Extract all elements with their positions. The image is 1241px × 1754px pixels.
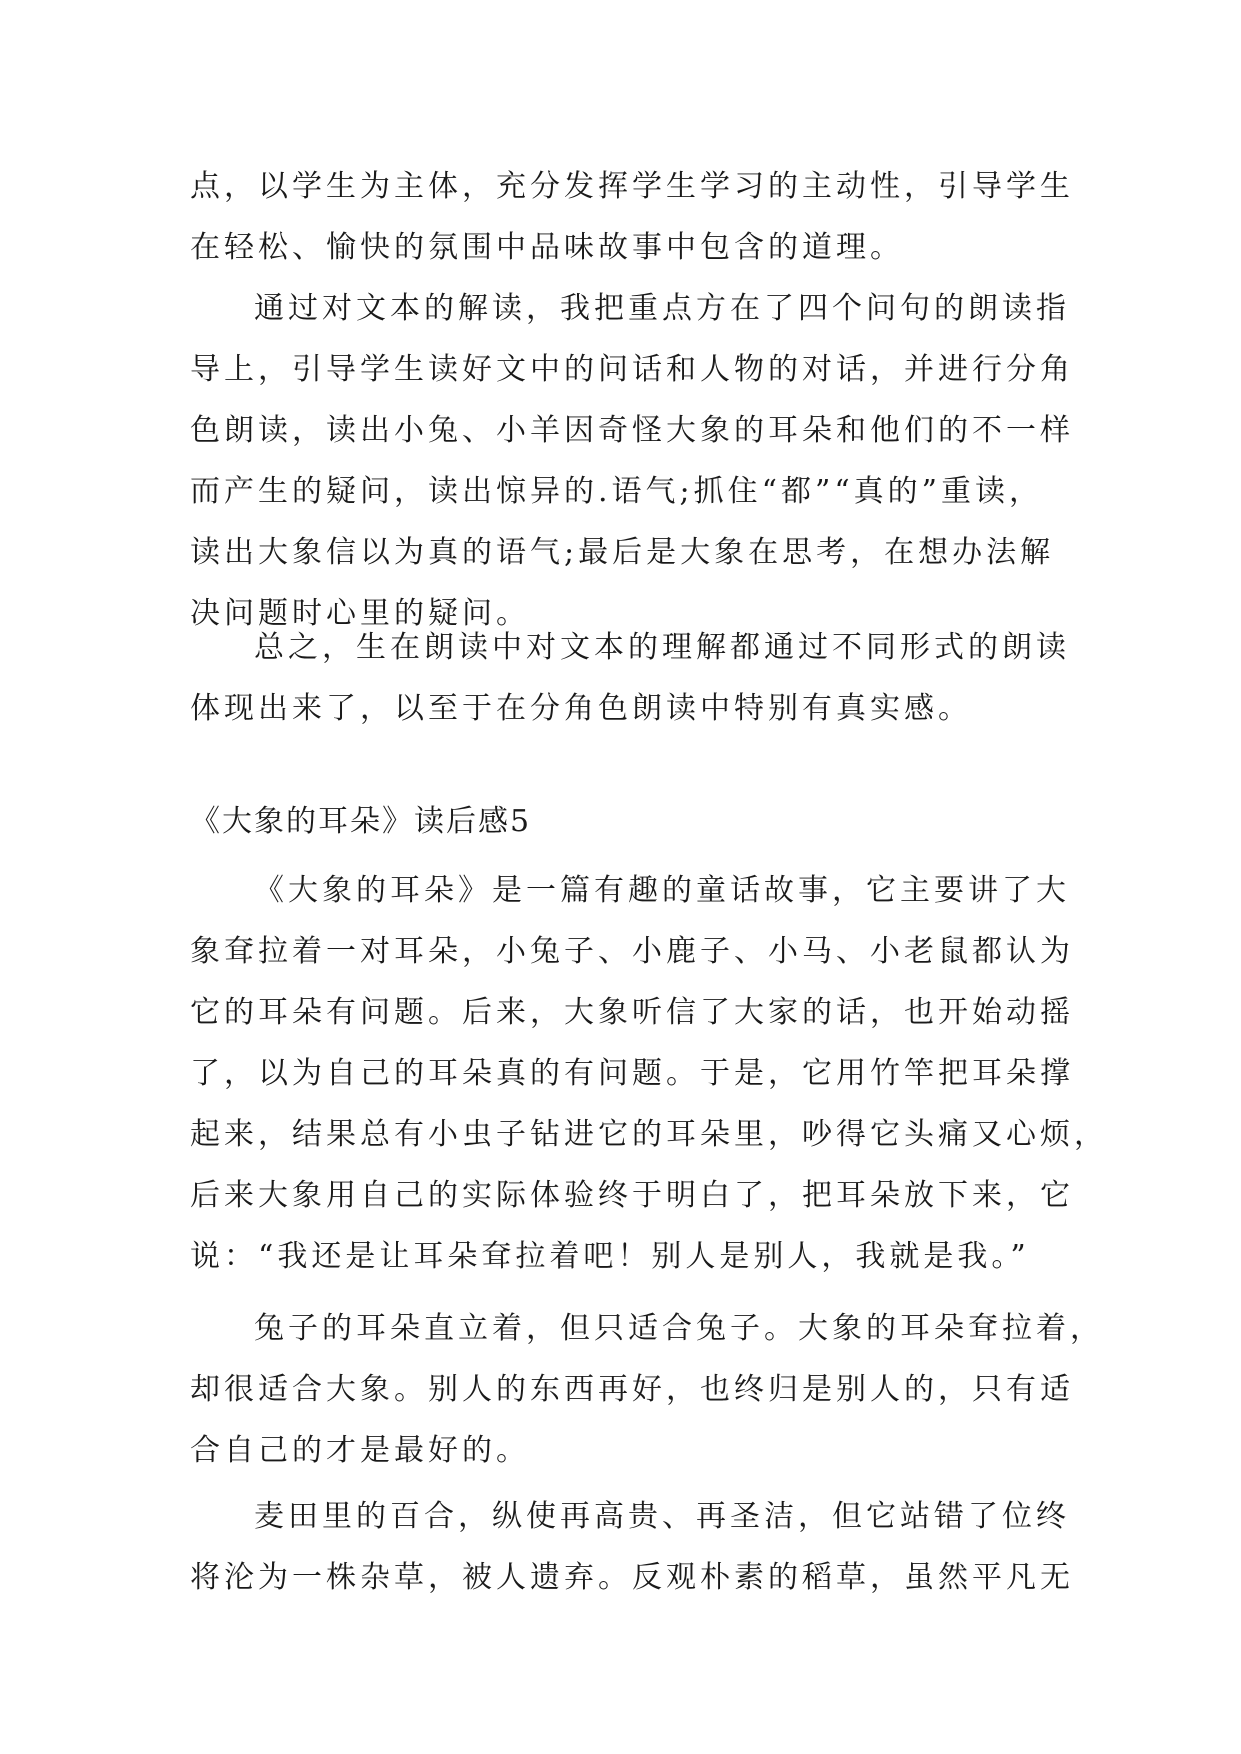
text-line: 兔子的耳朵直立着，但只适合兔子。大象的耳朵耷拉着， bbox=[254, 1311, 1104, 1346]
text-line: 它的耳朵有问题。后来，大象听信了大家的话，也开始动摇 bbox=[190, 995, 1074, 1030]
text-line: 起来，结果总有小虫子钻进它的耳朵里，吵得它头痛又心烦， bbox=[190, 1117, 1108, 1152]
text-line: 说：“我还是让耳朵耷拉着吧！别人是别人，我就是我。” bbox=[190, 1239, 1030, 1274]
text-line: 点，以学生为主体，充分发挥学生学习的主动性，引导学生 bbox=[190, 169, 1074, 204]
text-line: 总之，生在朗读中对文本的理解都通过不同形式的朗读 bbox=[254, 630, 1070, 665]
text-line: 读出大象信以为真的语气;最后是大象在思考，在想办法解 bbox=[190, 535, 1055, 570]
paragraph-lily-straw bbox=[190, 1486, 1074, 1608]
paragraph-rabbit-ears bbox=[190, 1298, 1104, 1481]
text-line: 麦田里的百合，纵使再高贵、再圣洁，但它站错了位终 bbox=[254, 1499, 1070, 1534]
text-line: 通过对文本的解读，我把重点方在了四个问句的朗读指 bbox=[254, 291, 1070, 326]
text-line: 而产生的疑问，读出惊异的.语气;抓住“都”“真的”重读， bbox=[190, 474, 1043, 509]
text-line: 导上，引导学生读好文中的问话和人物的对话，并进行分角 bbox=[190, 352, 1074, 387]
text-line: 《大象的耳朵》是一篇有趣的童话故事，它主要讲了大 bbox=[254, 873, 1070, 908]
text-line: 体现出来了，以至于在分角色朗读中特别有真实感。 bbox=[190, 691, 972, 726]
text-line: 决问题时心里的疑问。 bbox=[190, 596, 530, 631]
text-line: 合自己的才是最好的。 bbox=[190, 1433, 530, 1468]
text-line: 色朗读，读出小兔、小羊因奇怪大象的耳朵和他们的不一样 bbox=[190, 413, 1074, 448]
text-line: 后来大象用自己的实际体验终于明白了，把耳朵放下来，它 bbox=[190, 1178, 1074, 1213]
paragraph-continuation bbox=[190, 156, 1074, 278]
paragraph-story-summary bbox=[190, 860, 1108, 1287]
paragraph-summary bbox=[190, 617, 1070, 739]
text-line: 却很适合大象。别人的东西再好，也终归是别人的，只有适 bbox=[190, 1372, 1074, 1407]
text-line: 在轻松、愉快的氛围中品味故事中包含的道理。 bbox=[190, 230, 904, 265]
text-line: 了，以为自己的耳朵真的有问题。于是，它用竹竿把耳朵撑 bbox=[190, 1056, 1074, 1091]
section-title: 《大象的耳朵》读后感5 bbox=[190, 804, 532, 839]
text-line: 象耷拉着一对耳朵，小兔子、小鹿子、小马、小老鼠都认为 bbox=[190, 934, 1074, 969]
paragraph-reading-guidance bbox=[190, 278, 1074, 644]
text-line: 将沦为一株杂草，被人遗弃。反观朴素的稻草，虽然平凡无 bbox=[190, 1560, 1074, 1595]
